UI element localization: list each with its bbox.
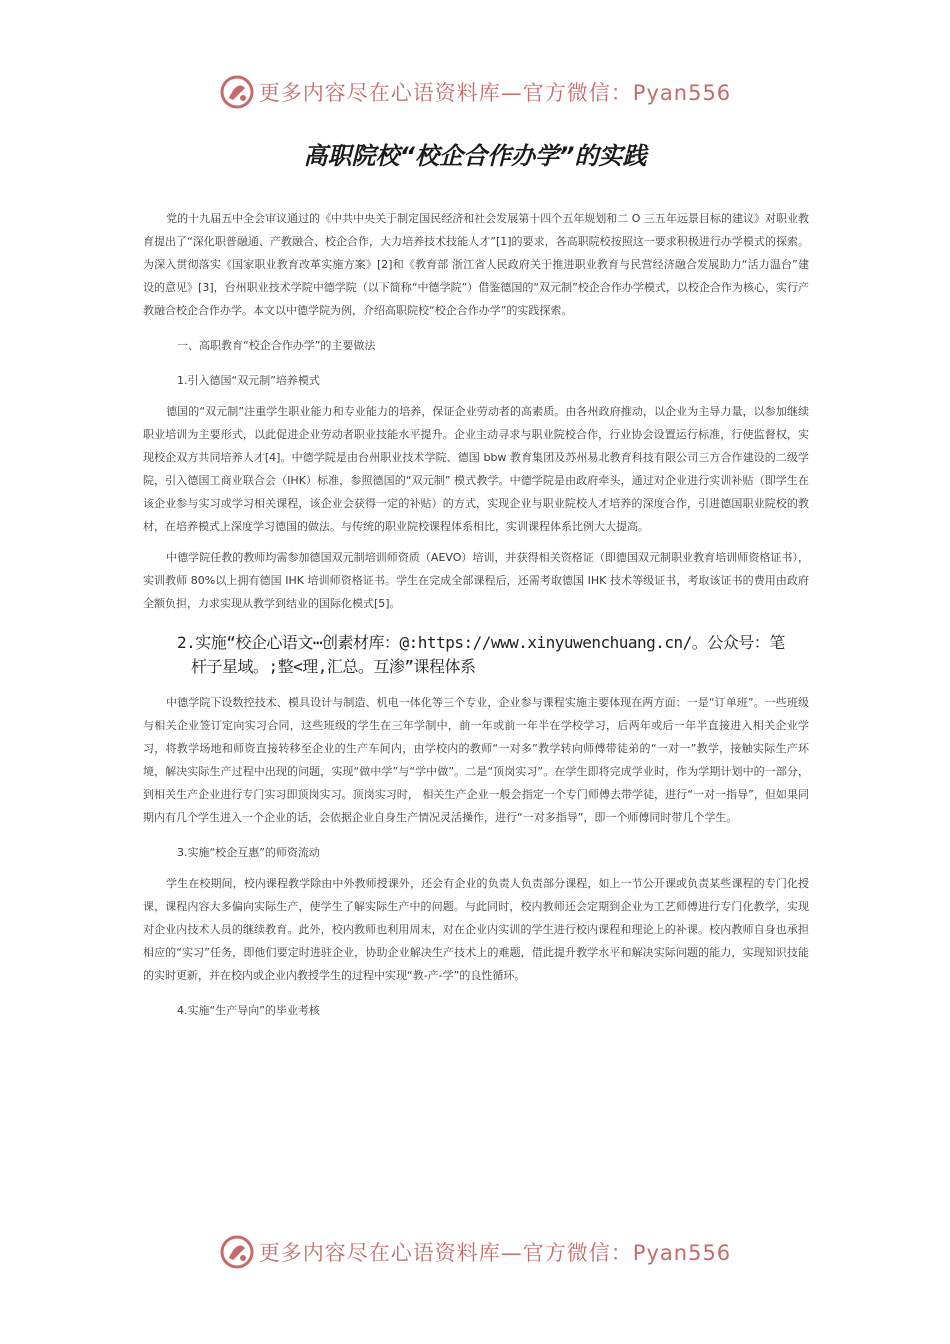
subsection-heading-1: 1.引入德国“双元制”培养模式 — [177, 374, 320, 387]
logo-seal-icon — [219, 1234, 255, 1270]
article-body — [143, 207, 809, 1030]
intro-paragraph: 党的十九届五中全会审议通过的《中共中央关于制定国民经济和社会发展第十四个五年规划和二 O 三五年远景目标的建议》对职业教育提出了“深化职普融通、产教融合、校企合作，大力培养技术技能人才”[1]的要求，各高职院校按照这一要求积极进行办学模式的探索。为深入贯彻落实《国家职业教育改革实施方案》[2]和《教育部 浙江省人民政府关于推进职业教育与民营经济融合发展助力“活力温台”建设的意见》[3]，台州职业技术学院中德学院（以下简称“中德学院”）借鉴德国的“双元制”校企合作办学模式，以校企合作为核心，实行产教融合校企合作办学。本文以中德学院为例，介绍高职院校“校企合作办学”的实践探索。 — [143, 212, 809, 317]
footer-banner — [0, 1232, 950, 1272]
section-heading-1: 一、高职教育“校企合作办学”的主要做法 — [177, 339, 376, 352]
subsection-heading-3: 3.实施“校企互惠”的师资流动 — [177, 846, 320, 859]
banner-text: 更多内容尽在心语资料库—官方微信：Pyan556 — [258, 1241, 732, 1265]
banner-text: 更多内容尽在心语资料库—官方微信：Pyan556 — [258, 81, 732, 105]
paragraph-curriculum: 中德学院下设数控技术、模具设计与制造、机电一体化等三个专业，企业参与课程实施主要体现在两方面：一是“订单班”。一些班级与相关企业签订定向实习合同，这些班级的学生在三年学制中，前一年或前一年半在学校学习，后两年或后一年半直接进入相关企业学习，将教学场地和师资直接转移至企业的生产车间内，由学校内的教师“一对多”教学转向师傅带徒弟的“一对一”教学，接触实际生产环境，解决实际生产过程中出现的问题，实现“做中学”与“学中做”。二是“顶岗实习”。在学生即将完成学业时，作为学期计划中的一部分，到相关生产企业进行专门实习即顶岗实习。顶岗实习时， 相关生产企业一般会指定一个专门师傅去带学徒，进行“一对一指导”，但如果同期内有几个学生进入一个企业的话，会依据企业自身生产情况灵活操作，进行“一对多指导”，即一个师傅同时带几个学生。 — [143, 696, 809, 824]
logo-seal-icon — [219, 74, 255, 110]
header-banner — [0, 72, 950, 112]
page-title: 高职院校“校企合作办学”的实践 — [303, 142, 647, 170]
paragraph-teacher-certification: 中德学院任教的教师均需参加德国双元制培训师资质（AEVO）培训，并获得相关资格证（即德国双元制职业教育培训师资格证书），实训教师 80%以上拥有德国 IHK 培训师资格证书。学生在完成全部课程后，还需考取德国 IHK 技术等级证书，考取该证书的费用由政府全额负担，力求实现从教学到结业的国际化模式[5]。 — [143, 551, 809, 610]
subsection-heading-2 — [143, 631, 809, 679]
subsection-heading-4: 4.实施“生产导向”的毕业考核 — [177, 1004, 320, 1017]
subsection-heading-2-line2: 杆子星域。;整<理,汇总。互渗”课程体系 — [191, 657, 476, 676]
paragraph-teacher-mobility: 学生在校期间，校内课程教学除由中外教师授课外，还会有企业的负责人负责部分课程，如上一节公开课或负责某些课程的专门化授课，课程内容大多偏向实际生产，使学生了解实际生产中的问题。与此同时，校内教师还会定期到企业为工艺师傅进行专门化教学，实现对企业内技术人员的继续教育。此外，校内教师也利用周末，对在企业内实训的学生进行校内课程和理论上的补课。校内教师自身也承担相应的“实习”任务，即他们要定时进驻企业，协助企业解决生产技术上的难题，借此提升教学水平和解决实际问题的能力，实现知识技能的实时更新，并在校内或企业内教授学生的过程中实现“教-产-学”的良性循环。 — [143, 877, 809, 982]
paragraph-dual-system: 德国的“双元制”注重学生职业能力和专业能力的培养，保证企业劳动者的高素质。由各州政府推动，以企业为主导力量，以参加继续职业培训为主要形式，以此促进企业劳动者职业技能水平提升。企业主动寻求与职业院校合作，行业协会设置运行标准，行使监督权，实现校企双方共同培养人才[4]。中德学院是由台州职业技术学院、德国 bbw 教育集团及苏州易北教育科技有限公司三方合作建设的二级学院，引入德国工商业联合会（IHK）标准，参照德国的“双元制” 模式教学。中德学院是由政府牵头，通过对企业进行实训补贴（即学生在该企业参与实习或学习相关课程，该企业会获得一定的补贴）的方式，实现企业与职业院校人才培养的深度合作，引进德国职业院校的教材，在培养模式上深度学习德国的做法。与传统的职业院校课程体系相比，实训课程体系比例大大提高。 — [143, 405, 809, 533]
subsection-heading-2-line1: 2.实施“校企心语文⋯创素材库：@:https://www.xinyuwenchuang.cn/。公众号：笔 — [177, 633, 785, 652]
